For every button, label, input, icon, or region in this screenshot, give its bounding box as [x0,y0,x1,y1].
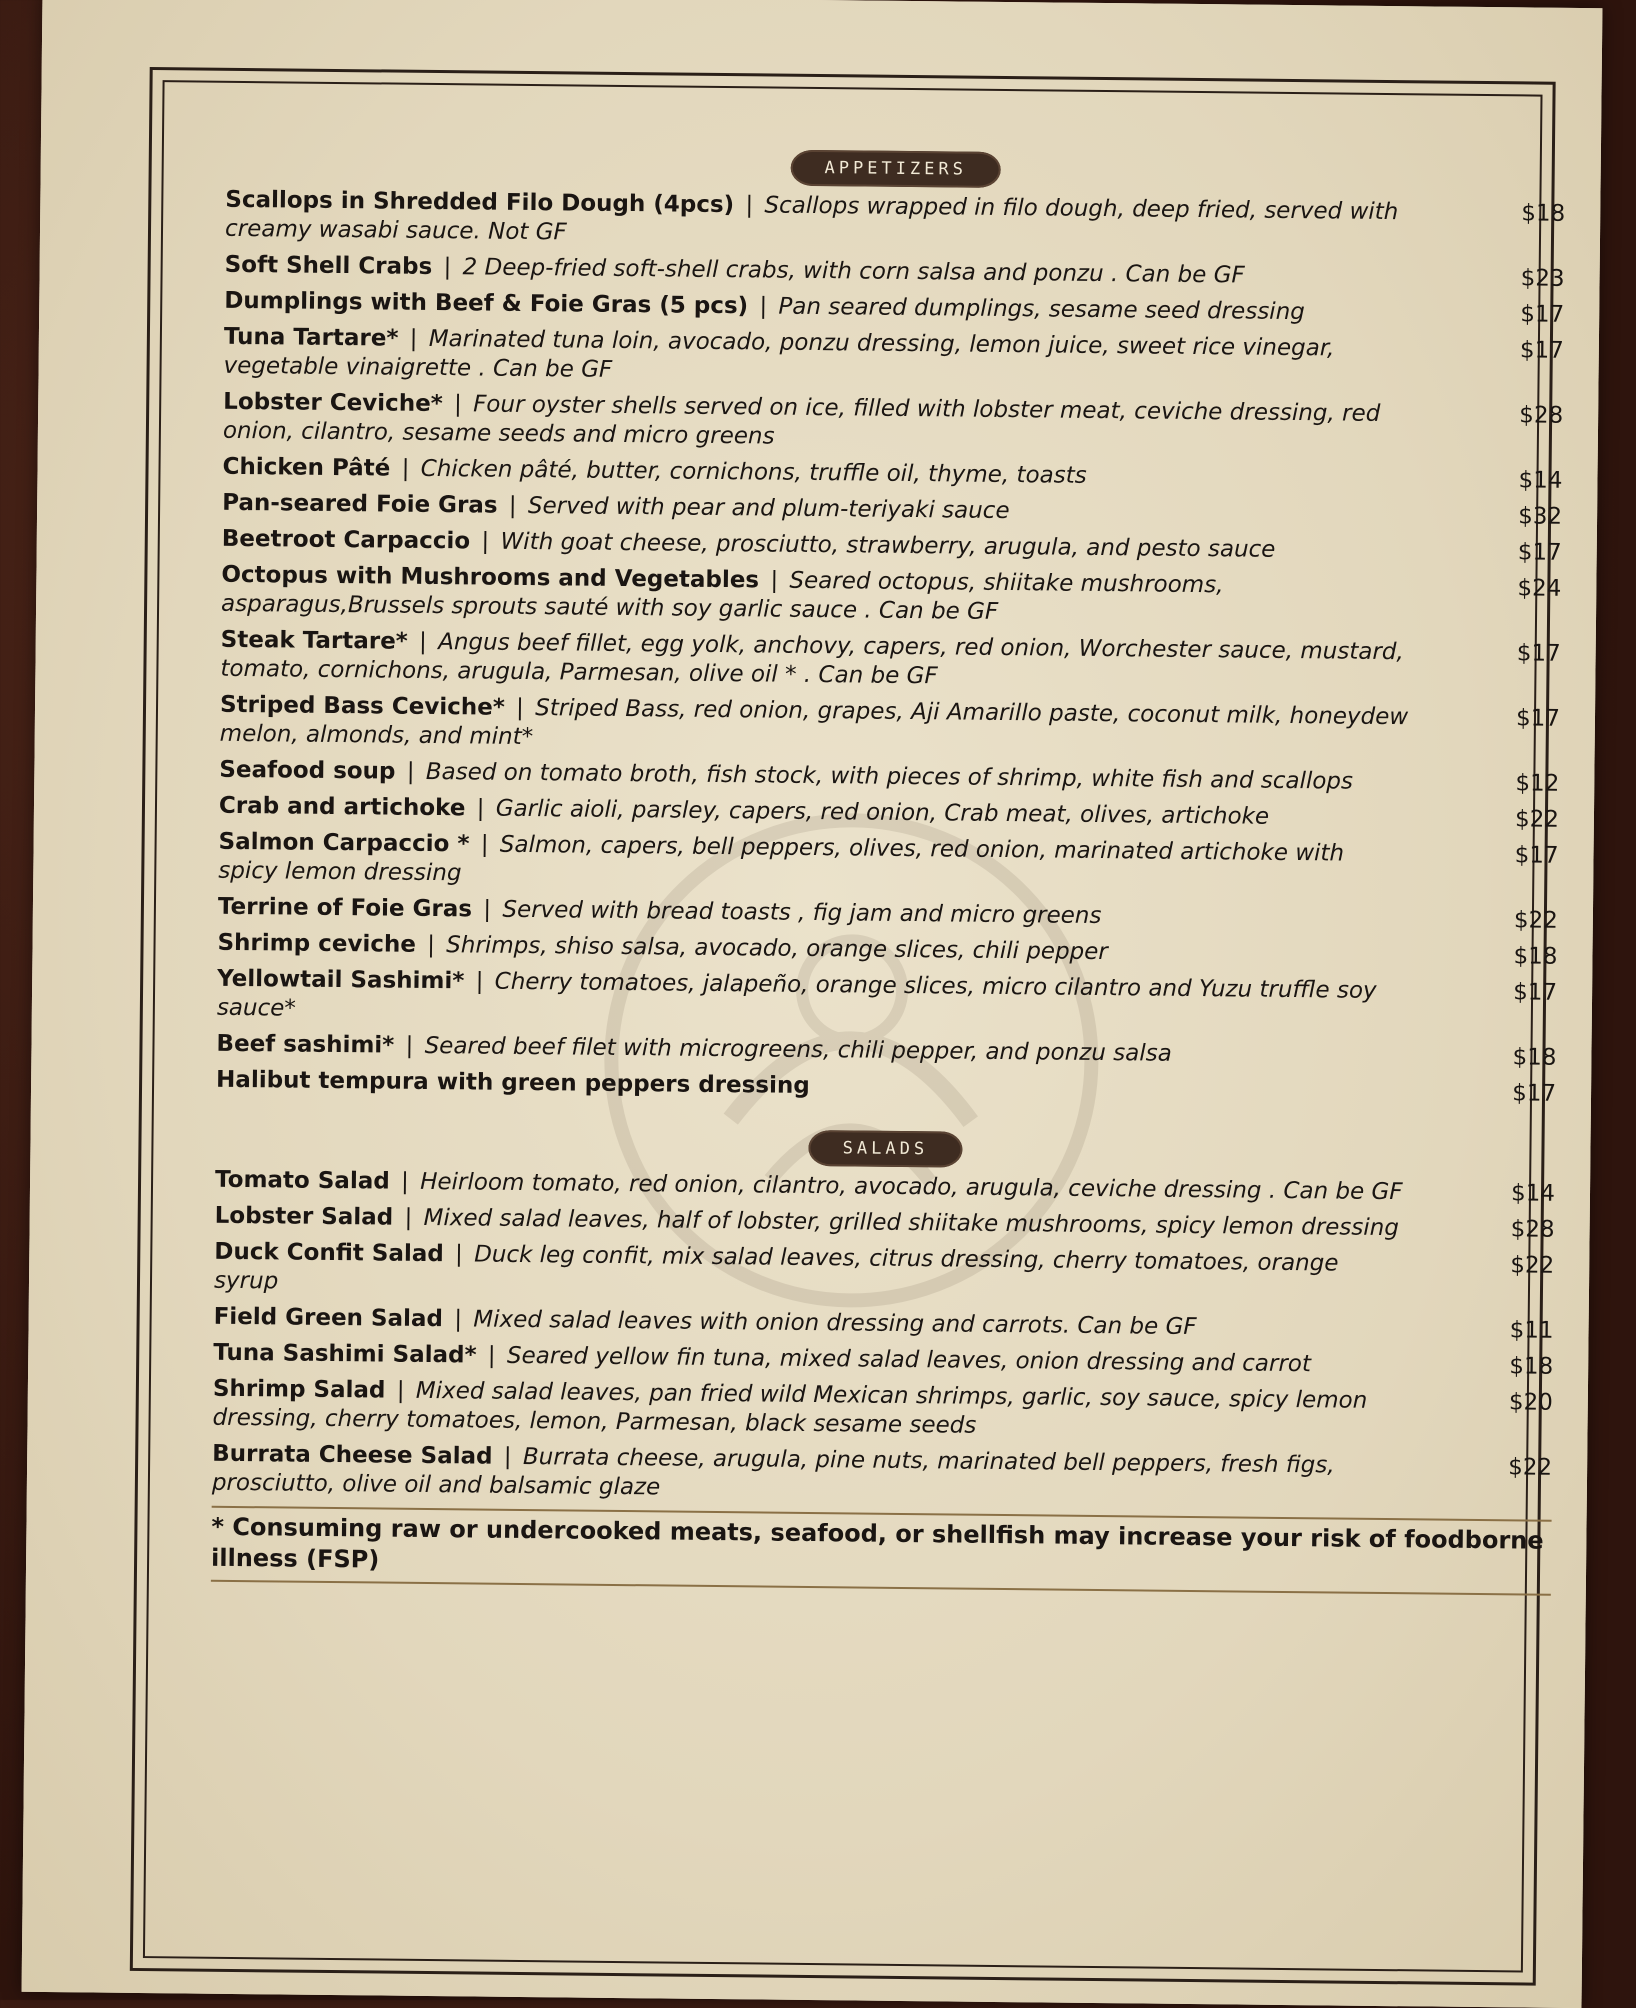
menu-item [220,626,1561,698]
menu-item-name: Beetroot Carpaccio [221,525,471,555]
menu-item-separator: | [483,896,492,923]
menu-item-price: $22 [1508,1454,1553,1481]
menu-item-text [217,929,1407,970]
menu-item-separator: | [401,455,410,482]
menu-item-text [224,287,1414,328]
menu-item-text [222,525,1412,566]
menu-item [222,525,1562,568]
menu-item-separator: | [475,968,484,995]
menu-item-separator: | [418,628,427,655]
menu-item [217,965,1558,1037]
menu-item-separator: | [770,567,779,594]
menu-item-separator: | [476,795,485,822]
menu-item-text [218,893,1408,934]
menu-item-name: Crab and artichoke [218,792,466,822]
menu-item-price: $18 [1512,1044,1557,1071]
menu-item-description: Pan seared dumplings, sesame seed dressing [778,293,1305,326]
menu-item-description: With goat cheese, prosciutto, strawberry, arugula, and pesto sauce [500,528,1276,563]
menu-item-name: Shrimp ceviche [217,929,417,958]
menu-item-separator: | [508,492,517,519]
menu-item [213,1339,1553,1382]
menu-item-description: Seared yellow fin tuna, mixed salad leaves, onion dressing and carrot [506,1342,1312,1378]
menu-item-separator: | [443,254,452,281]
menu-item-description: Served with bread toasts , fig jam and micro greens [502,896,1102,930]
menu-item [217,929,1557,972]
menu-item [222,489,1562,532]
menu-item-price: $12 [1515,770,1560,797]
menu-item [212,1440,1553,1512]
menu-item [225,251,1565,294]
menu-item-description: Scallops wrapped in filo dough, deep fried, served with creamy wasabi sauce. Not GF [224,192,1399,246]
menu-item-description: Marinated tuna loin, avocado, ponzu dressing, lemon juice, sweet rice vinegar, vegetable vinaigrette . Can be GF [223,325,1335,383]
menu-item-separator: | [515,694,524,721]
salads-heading: SALADS [809,1130,963,1168]
menu-item [225,186,1566,258]
menu-item-name: Soft Shell Crabs [224,251,433,280]
menu-item-name: Dumplings with Beef & Foie Gras (5 pcs) [224,287,749,320]
menu-item-price: $17 [1517,539,1562,566]
menu-item-description: Mixed salad leaves, half of lobster, grilled shiitake mushrooms, spicy lemon dressing [423,1204,1400,1242]
menu-content [211,144,1566,1596]
menu-item-separator: | [481,528,490,555]
menu-item-text [216,1066,1406,1107]
menu-item-name: Tuna Tartare* [223,323,399,352]
menu-item-price: $14 [1510,1180,1556,1207]
menu-item-text [212,1440,1403,1510]
menu-item-price: $17 [1516,640,1561,667]
menu-item-text [219,792,1409,833]
menu-item-text [220,691,1411,761]
menu-item-name: Tomato Salad [214,1166,390,1195]
menu-item-separator: | [405,1032,414,1059]
menu-item-price: $18 [1509,1353,1554,1380]
menu-item [215,1166,1555,1209]
menu-item-price: $14 [1518,467,1563,494]
menu-item-separator: | [454,1306,463,1333]
menu-item-separator: | [396,1377,405,1404]
menu-item-name: Salmon Carpaccio * [218,828,470,858]
menu-paper [22,0,1603,2008]
menu-item-name: Chicken Pâté [222,453,391,482]
menu-item-name: Seafood soup [219,756,396,785]
menu-item-price: $24 [1517,575,1562,602]
menu-item-description: Served with pear and plum-teriyaki sauce [527,492,1010,525]
menu-item-text [220,626,1411,696]
menu-item-text [225,251,1415,292]
menu-item [214,1238,1555,1310]
menu-item-price: $18 [1521,200,1566,227]
menu-item-text [213,1303,1403,1344]
menu-item-text [216,1030,1406,1071]
menu-item-text [223,323,1414,393]
menu-item-description: Shrimps, shiso salsa, avocado, orange slices, chili pepper [446,932,1108,966]
menu-item-name: Duck Confit Salad [214,1238,444,1268]
menu-item-description: Cherry tomatoes, jalapeño, orange slices, micro cilantro and Yuzu truffle soy sauce* [216,968,1377,1022]
menu-item-description: Mixed salad leaves with onion dressing and carrots. Can be GF [473,1306,1197,1341]
menu-item-description: Four oyster shells served on ice, filled with lobster meat, ceviche dressing, red onion, cilantro, sesame seeds and micro greens [222,391,1381,450]
menu-item-description: Angus beef fillet, egg yolk, anchovy, capers, red onion, Worchester sauce, mustard, tomato, cornichons, arugula, Parmesan, olive oil * . Can be GF [220,629,1404,690]
menu-item [215,1202,1555,1245]
menu-item-separator: | [759,293,768,320]
appetizers-list [216,186,1565,1109]
menu-item-text [219,756,1409,797]
menu-item-price: $17 [1515,705,1561,732]
menu-item-description: Duck leg confit, mix salad leaves, citrus dressing, cherry tomatoes, orange syrup [213,1241,1339,1295]
menu-item-price: $20 [1508,1389,1553,1416]
menu-item [219,792,1559,835]
menu-item-separator: | [453,391,462,418]
menu-item-text [223,388,1414,458]
menu-item-separator: | [409,325,418,352]
menu-item-description: Burrata cheese, arugula, pine nuts, marinated bell peppers, fresh figs, prosciutto, olive oil and balsamic glaze [211,1443,1335,1501]
menu-item-price: $17 [1512,1080,1557,1107]
menu-item-name: Tuna Sashimi Salad* [213,1339,477,1369]
menu-item-price: $22 [1514,806,1560,833]
menu-item [213,1303,1553,1346]
menu-item-text [222,453,1412,494]
menu-item-name: Lobster Salad [214,1202,394,1231]
menu-item-name: Terrine of Foie Gras [217,893,473,923]
menu-item-price: $11 [1509,1317,1554,1344]
menu-item-separator: | [503,1443,512,1470]
menu-item [223,323,1564,395]
menu-item-price: $18 [1513,943,1558,970]
menu-item-description: Salmon, capers, bell peppers, olives, red onion, marinated artichoke with spicy lemon dressing [218,831,1345,887]
menu-item-price: $17 [1520,301,1565,328]
menu-item-name: Beef sashimi* [216,1030,395,1059]
menu-item-description: Garlic aioli, parsley, capers, red onion, Crab meat, olives, artichoke [495,795,1270,830]
menu-item [216,1030,1556,1073]
menu-item-separator: | [487,1342,496,1369]
menu-item [218,828,1559,900]
menu-item-separator: | [745,192,754,219]
menu-item-price: $28 [1519,402,1564,429]
menu-item-price: $17 [1519,337,1564,364]
menu-item-separator: | [427,931,436,959]
menu-item [219,756,1559,799]
menu-item-name: Yellowtail Sashimi* [217,965,465,995]
menu-item-text [222,489,1412,530]
menu-item-text [217,965,1408,1035]
menu-item-separator: | [400,1168,409,1195]
menu-item-name: Burrata Cheese Salad [212,1440,493,1470]
menu-item-description: 2 Deep-fried soft-shell crabs, with corn salsa and ponzu . Can be GF [462,254,1245,289]
menu-item-price: $23 [1520,265,1565,292]
menu-item-description: Chicken pâté, butter, cornichons, truffle oil, thyme, toasts [420,455,1087,489]
menu-item-description: Seared octopus, shiitake mushrooms, asparagus,Brussels sprouts sauté with soy garlic sauce . Can be GF [220,567,1224,625]
menu-item [223,388,1564,460]
menu-item-price: $22 [1510,1252,1555,1279]
menu-item-separator: | [404,1204,413,1231]
menu-item-description: Based on tomato broth, fish stock, with pieces of shrimp, white fish and scallops [425,758,1354,795]
menu-item-text [213,1339,1403,1380]
menu-item-text [212,1375,1403,1445]
menu-item-name: Scallops in Shredded Filo Dough (4pcs) [225,186,735,219]
menu-item [212,1375,1553,1447]
menu-item [222,453,1562,496]
menu-item-description: Heirloom tomato, red onion, cilantro, avocado, arugula, ceviche dressing . Can be GF [420,1168,1403,1206]
menu-item-separator: | [480,831,489,858]
menu-item-text [215,1202,1405,1243]
menu-item [220,691,1561,763]
menu-item-name: Steak Tartare* [220,626,408,655]
menu-item-name: Halibut tempura with green peppers dressing [215,1066,810,1099]
menu-item [216,1066,1556,1109]
menu-item-name: Field Green Salad [213,1303,444,1333]
menu-item-text [221,561,1412,631]
menu-item-description: Striped Bass, red onion, grapes, Aji Amarillo paste, coconut milk, honeydew melon, almonds, and mint* [219,695,1409,751]
menu-item-price: $17 [1513,979,1558,1006]
menu-item-separator: | [406,758,415,785]
menu-item [224,287,1564,330]
footnote-box [211,1506,1552,1596]
menu-item-price: $17 [1514,842,1559,869]
menu-item-name: Striped Bass Ceviche* [219,691,505,721]
menu-item-price: $28 [1510,1216,1555,1243]
menu-item-description: Seared beef filet with microgreens, chili pepper, and ponzu salsa [424,1032,1172,1067]
menu-item-name: Shrimp Salad [212,1375,386,1404]
salads-list [212,1166,1555,1512]
menu-item-price: $22 [1513,907,1559,934]
raw-food-warning: * Consuming raw or undercooked meats, seafood, or shellfish may increase your risk of foodborne illness (FSP) [210,1512,1544,1574]
menu-item-name: Octopus with Mushrooms and Vegetables [221,561,760,594]
menu-item-description: Mixed salad leaves, pan fried wild Mexican shrimps, garlic, soy sauce, spicy lemon dressing, cherry tomatoes, lemon, Parmesan, black sesame seeds [212,1377,1368,1439]
menu-item-price: $32 [1518,503,1563,530]
appetizers-heading: APPETIZERS [790,150,1001,188]
menu-item [218,893,1558,936]
menu-item-name: Pan-seared Foie Gras [222,489,498,519]
menu-item-text [215,1166,1405,1207]
menu-item-name: Lobster Ceviche* [223,388,443,418]
menu-item-text [225,186,1416,256]
menu-item-text [214,1238,1405,1308]
menu-item [221,561,1562,633]
menu-item-separator: | [454,1241,463,1268]
menu-item-text [218,828,1409,898]
